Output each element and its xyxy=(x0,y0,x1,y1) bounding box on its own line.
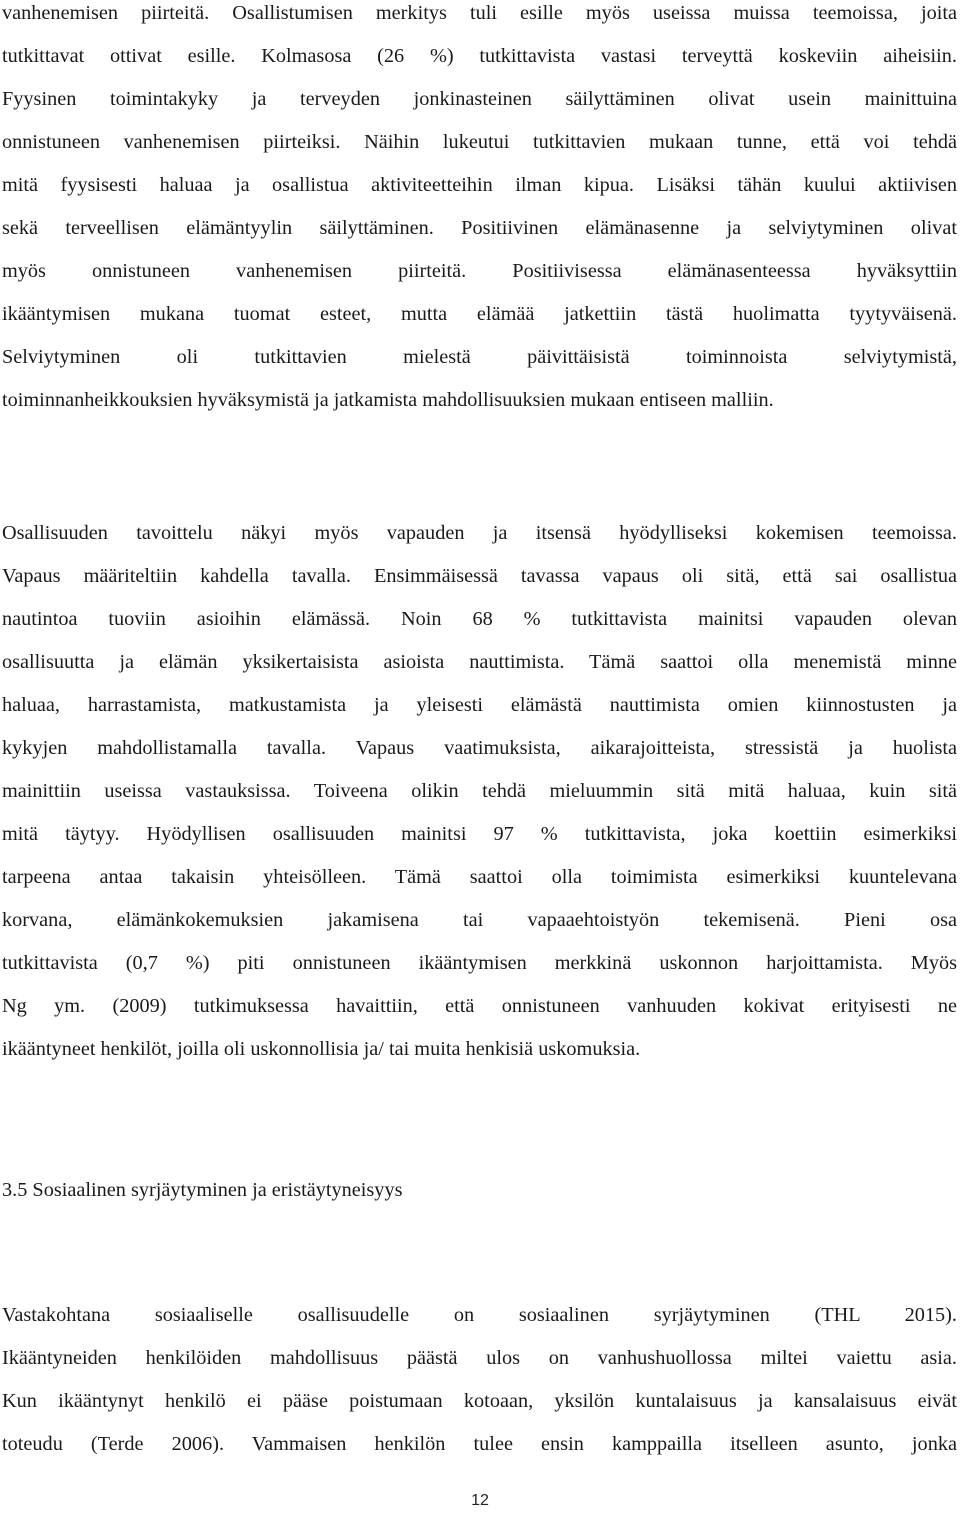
text-line: Vapaus määriteltiin kahdella tavalla. Ensimmäisessä tavassa vapaus oli sitä, että sai osallistua xyxy=(2,565,957,587)
text-line: toteudu (Terde 2006). Vammaisen henkilön tulee ensin kamppailla itselleen asunto, jonka xyxy=(2,1433,957,1455)
paragraph-1 xyxy=(2,0,957,422)
text-line: Kun ikääntynyt henkilö ei pääse poistumaan kotoaan, yksilön kuntalaisuus ja kansalaisuus eivät xyxy=(2,1390,957,1412)
text-line: Selviytyminen oli tutkittavien mielestä päivittäisistä toiminnoista selviytymistä, xyxy=(2,346,957,368)
text-line: sekä terveellisen elämäntyylin säilyttäminen. Positiivinen elämänasenne ja selviytyminen olivat xyxy=(2,217,957,239)
text-line: Fyysinen toimintakyky ja terveyden jonkinasteinen säilyttäminen olivat usein mainittuina xyxy=(2,88,957,110)
text-line: mainittiin useissa vastauksissa. Toiveena olikin tehdä mieluummin sitä mitä haluaa, kuin sitä xyxy=(2,780,957,802)
paragraph-3 xyxy=(2,1294,957,1466)
text-line: kykyjen mahdollistamalla tavalla. Vapaus vaatimuksista, aikarajoitteista, stressistä ja huolista xyxy=(2,737,957,759)
text-line: Osallisuuden tavoittelu näkyi myös vapauden ja itsensä hyödylliseksi kokemisen teemoissa. xyxy=(2,522,957,544)
section-heading: 3.5 Sosiaalinen syrjäytyminen ja eristäytyneisyys xyxy=(2,1179,403,1201)
text-line: Ikääntyneiden henkilöiden mahdollisuus päästä ulos on vanhushuollossa miltei vaiettu asia. xyxy=(2,1347,957,1369)
text-line: toiminnanheikkouksien hyväksymistä ja jatkamista mahdollisuuksien mukaan entiseen malliin. xyxy=(2,389,774,411)
text-line: myös onnistuneen vanhenemisen piirteitä. Positiivisessa elämänasenteessa hyväksyttiin xyxy=(2,260,957,282)
text-line: nautintoa tuoviin asioihin elämässä. Noin 68 % tutkittavista mainitsi vapauden olevan xyxy=(2,608,957,630)
text-line: haluaa, harrastamista, matkustamista ja yleisesti elämästä nauttimista omien kiinnostusten ja xyxy=(2,694,957,716)
text-line: korvana, elämänkokemuksien jakamisena tai vapaaehtoistyön tekemisenä. Pieni osa xyxy=(2,909,957,931)
text-line: Ng ym. (2009) tutkimuksessa havaittiin, että onnistuneen vanhuuden kokivat erityisesti ne xyxy=(2,995,957,1017)
text-line: mitä fyysisesti haluaa ja osallistua aktiviteetteihin ilman kipua. Lisäksi tähän kuului aktiivisen xyxy=(2,174,957,196)
text-line: tutkittavista (0,7 %) piti onnistuneen ikääntymisen merkkinä uskonnon harjoittamista. Myös xyxy=(2,952,957,974)
text-line: osallisuutta ja elämän yksikertaisista asioista nauttimista. Tämä saattoi olla menemistä minne xyxy=(2,651,957,673)
text-line: mitä täytyy. Hyödyllisen osallisuuden mainitsi 97 % tutkittavista, joka koettiin esimerkiksi xyxy=(2,823,957,845)
text-line: tarpeena antaa takaisin yhteisölleen. Tämä saattoi olla toimimista esimerkiksi kuuntelevana xyxy=(2,866,957,888)
text-line: vanhenemisen piirteitä. Osallistumisen merkitys tuli esille myös useissa muissa teemoissa, joita xyxy=(2,2,957,24)
text-line: ikääntymisen mukana tuomat esteet, mutta elämää jatkettiin tästä huolimatta tyytyväisenä. xyxy=(2,303,957,325)
text-line: ikääntyneet henkilöt, joilla oli uskonnollisia ja/ tai muita henkisiä uskomuksia. xyxy=(2,1038,641,1060)
paragraph-2 xyxy=(2,512,957,1071)
text-line: onnistuneen vanhenemisen piirteiksi. Näihin lukeutui tutkittavien mukaan tunne, että voi tehdä xyxy=(2,131,957,153)
page-number: 12 xyxy=(471,1492,489,1509)
text-line: tutkittavat ottivat esille. Kolmasosa (26 %) tutkittavista vastasi terveyttä koskeviin aiheisiin. xyxy=(2,45,957,67)
text-line: Vastakohtana sosiaaliselle osallisuudelle on sosiaalinen syrjäytyminen (THL 2015). xyxy=(2,1304,957,1326)
